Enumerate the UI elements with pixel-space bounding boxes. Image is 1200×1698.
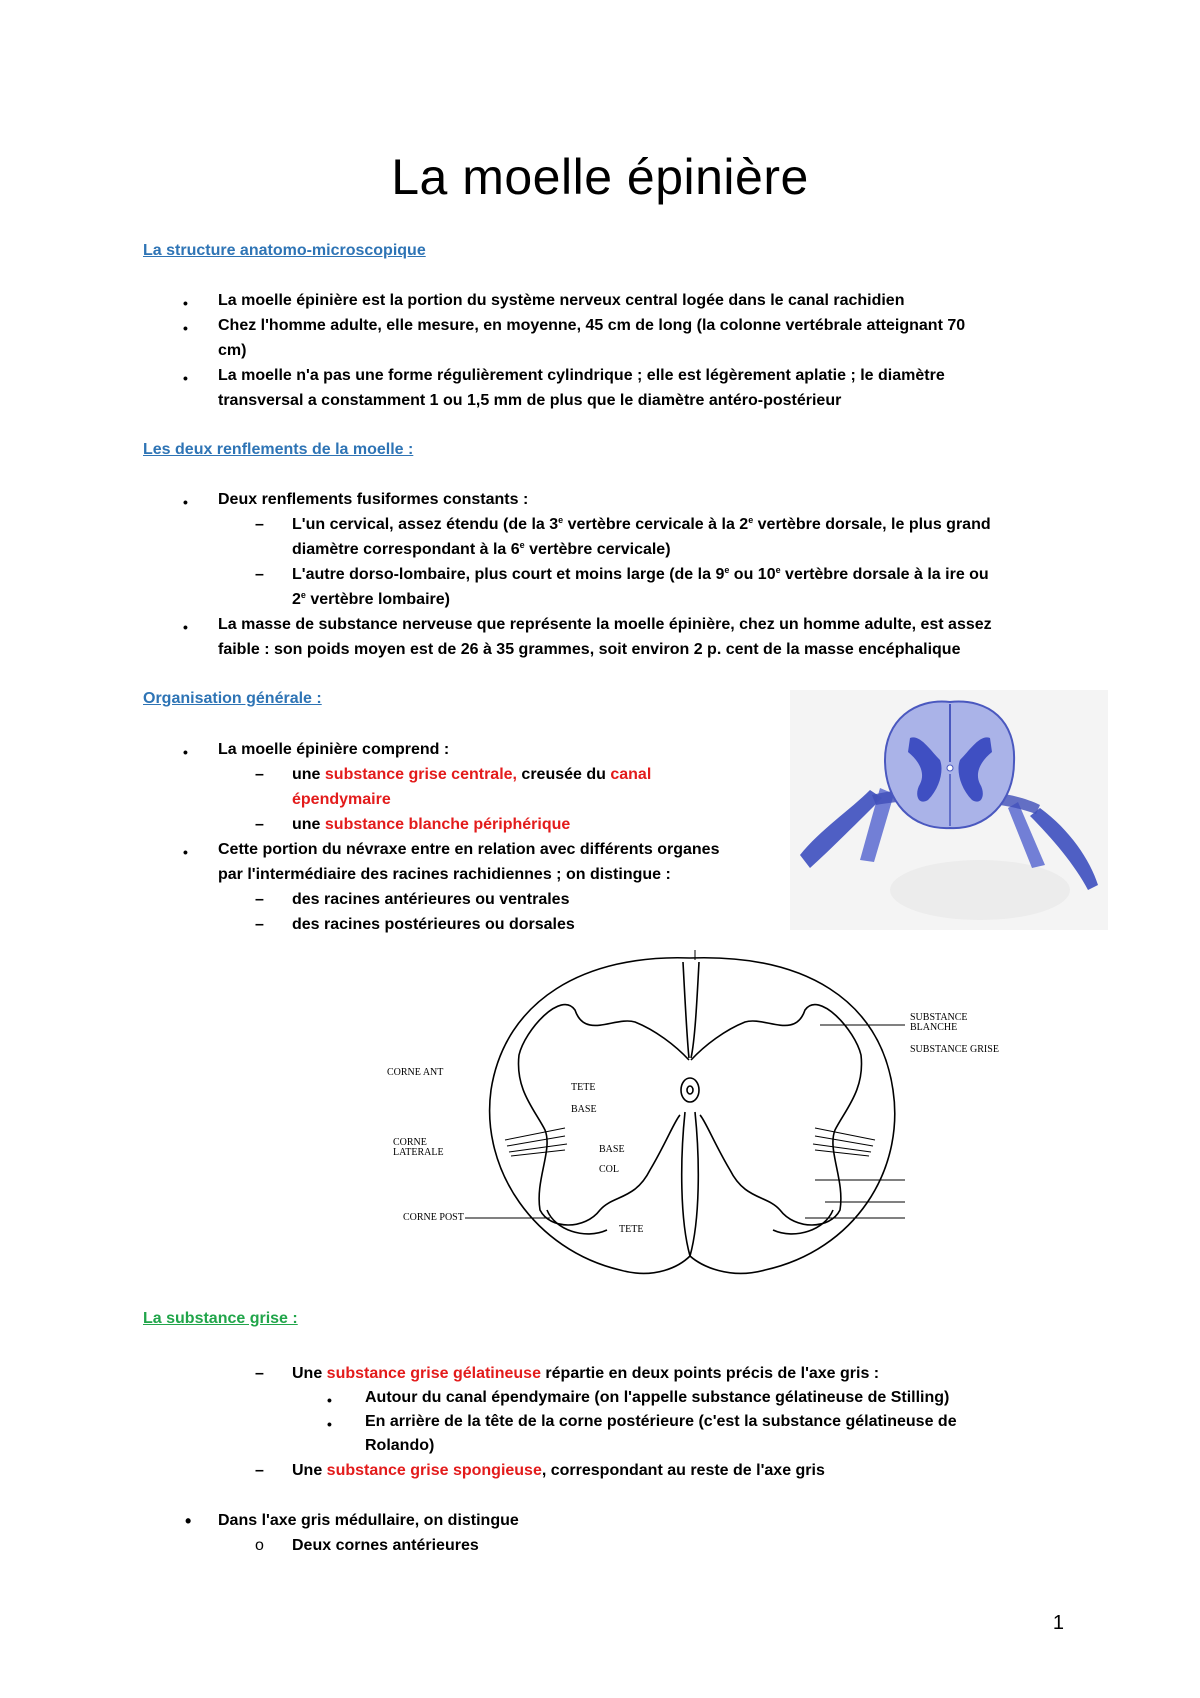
dash-icon: – — [255, 916, 264, 933]
label-subst-blanche: SUBSTANCE — [910, 1012, 968, 1023]
list-item: La moelle n'a pas une forme régulièrement cylindrique ; elle est légèrement aplatie ; le diamètre — [218, 367, 945, 384]
sub-item: L'autre dorso-lombaire, plus court et moins large (de la 9e ou 10e vertèbre dorsale à la ire ou — [292, 565, 989, 583]
page-number: 1 — [1052, 1612, 1064, 1634]
spinal-cord-diagram — [385, 940, 1025, 1300]
sub-item: une substance blanche périphérique — [292, 816, 571, 833]
dash-icon: – — [255, 1365, 264, 1382]
page-title: La moelle épinière — [391, 149, 809, 205]
bullet-icon: • — [183, 844, 188, 860]
label-subst-blanche-2: BLANCHE — [910, 1022, 958, 1033]
label-col: COL — [599, 1164, 619, 1175]
sub-item: L'un cervical, assez étendu (de la 3e vertèbre cervicale à la 2e vertèbre dorsale, le plus grand — [292, 515, 991, 533]
list-item: La moelle épinière est la portion du système nerveux central logée dans le canal rachidien — [218, 292, 905, 309]
section-heading-structure[interactable]: La structure anatomo-microscopique — [143, 242, 426, 259]
sub-item-cont: épendymaire — [292, 791, 391, 808]
sub-item: des racines postérieures ou dorsales — [292, 916, 575, 933]
label-subst-grise: SUBSTANCE GRISE — [910, 1044, 999, 1055]
list-item-cont: cm) — [218, 342, 247, 359]
list-item: Cette portion du névraxe entre en relation avec différents organes — [218, 841, 720, 858]
list-item: Dans l'axe gris médullaire, on distingue — [218, 1512, 519, 1529]
sub-sub-item: En arrière de la tête de la corne postérieure (c'est la substance gélatineuse de — [365, 1413, 957, 1430]
list-item: La masse de substance nerveuse que représente la moelle épinière, chez un homme adulte, est assez — [218, 616, 992, 633]
bullet-icon: • — [183, 370, 188, 386]
label-corne-lat: CORNE — [393, 1137, 427, 1148]
list-item: Chez l'homme adulte, elle mesure, en moyenne, 45 cm de long (la colonne vertébrale atteignant 70 — [218, 317, 966, 334]
sub-item: une substance grise centrale, creusée du canal — [292, 766, 652, 783]
bullet-icon: • — [327, 1392, 332, 1408]
label-corne-lat-2: LATERALE — [393, 1147, 444, 1158]
list-item-cont: transversal a constamment 1 ou 1,5 mm de plus que le diamètre antéro-postérieur — [218, 392, 842, 409]
bullet-icon: • — [327, 1416, 332, 1432]
section-heading-organisation[interactable]: Organisation générale : — [143, 690, 322, 707]
label-corne-post: CORNE POST — [403, 1212, 464, 1223]
bullet-icon: • — [183, 295, 188, 311]
dash-icon: – — [255, 516, 264, 533]
label-tete: TETE — [571, 1082, 596, 1093]
list-item-cont: faible : son poids moyen est de 26 à 35 grammes, soit environ 2 p. cent de la masse encéphalique — [218, 641, 961, 658]
dash-icon: – — [255, 816, 264, 833]
list-item: La moelle épinière comprend : — [218, 741, 450, 758]
bullet-icon: • — [183, 619, 188, 635]
sub-sub-item-cont: Rolando) — [365, 1437, 435, 1454]
list-item: Deux renflements fusiformes constants : — [218, 491, 529, 508]
sub-item: Deux cornes antérieures — [292, 1537, 479, 1554]
circle-bullet-icon: o — [255, 1537, 264, 1554]
bullet-icon: • — [183, 744, 188, 760]
sub-item: Une substance grise spongieuse, correspondant au reste de l'axe gris — [292, 1462, 825, 1479]
dash-icon: – — [255, 1462, 264, 1479]
dash-icon: – — [255, 766, 264, 783]
bullet-icon: • — [183, 320, 188, 336]
dash-icon: – — [255, 891, 264, 908]
sub-item: Une substance grise gélatineuse répartie en deux points précis de l'axe gris : — [292, 1365, 880, 1382]
label-base-2: BASE — [599, 1144, 625, 1155]
sub-sub-item: Autour du canal épendymaire (on l'appelle substance gélatineuse de Stilling) — [365, 1389, 950, 1406]
bullet-icon: • — [183, 494, 188, 510]
section-heading-renflements[interactable]: Les deux renflements de la moelle : — [143, 441, 414, 458]
sub-item: des racines antérieures ou ventrales — [292, 891, 570, 908]
label-corne-ant: CORNE ANT — [387, 1067, 444, 1078]
list-item-cont: par l'intermédiaire des racines rachidiennes ; on distingue : — [218, 866, 671, 883]
label-tete-2: TETE — [619, 1224, 644, 1235]
sub-item-cont: 2e vertèbre lombaire) — [292, 590, 450, 608]
dash-icon: – — [255, 566, 264, 583]
section-heading-substance-grise[interactable]: La substance grise : — [143, 1310, 298, 1327]
bullet-icon: • — [185, 1511, 192, 1531]
spinal-cord-histology-image — [790, 690, 1108, 930]
sub-item-cont: diamètre correspondant à la 6e vertèbre cervicale) — [292, 540, 671, 558]
label-base: BASE — [571, 1104, 597, 1115]
